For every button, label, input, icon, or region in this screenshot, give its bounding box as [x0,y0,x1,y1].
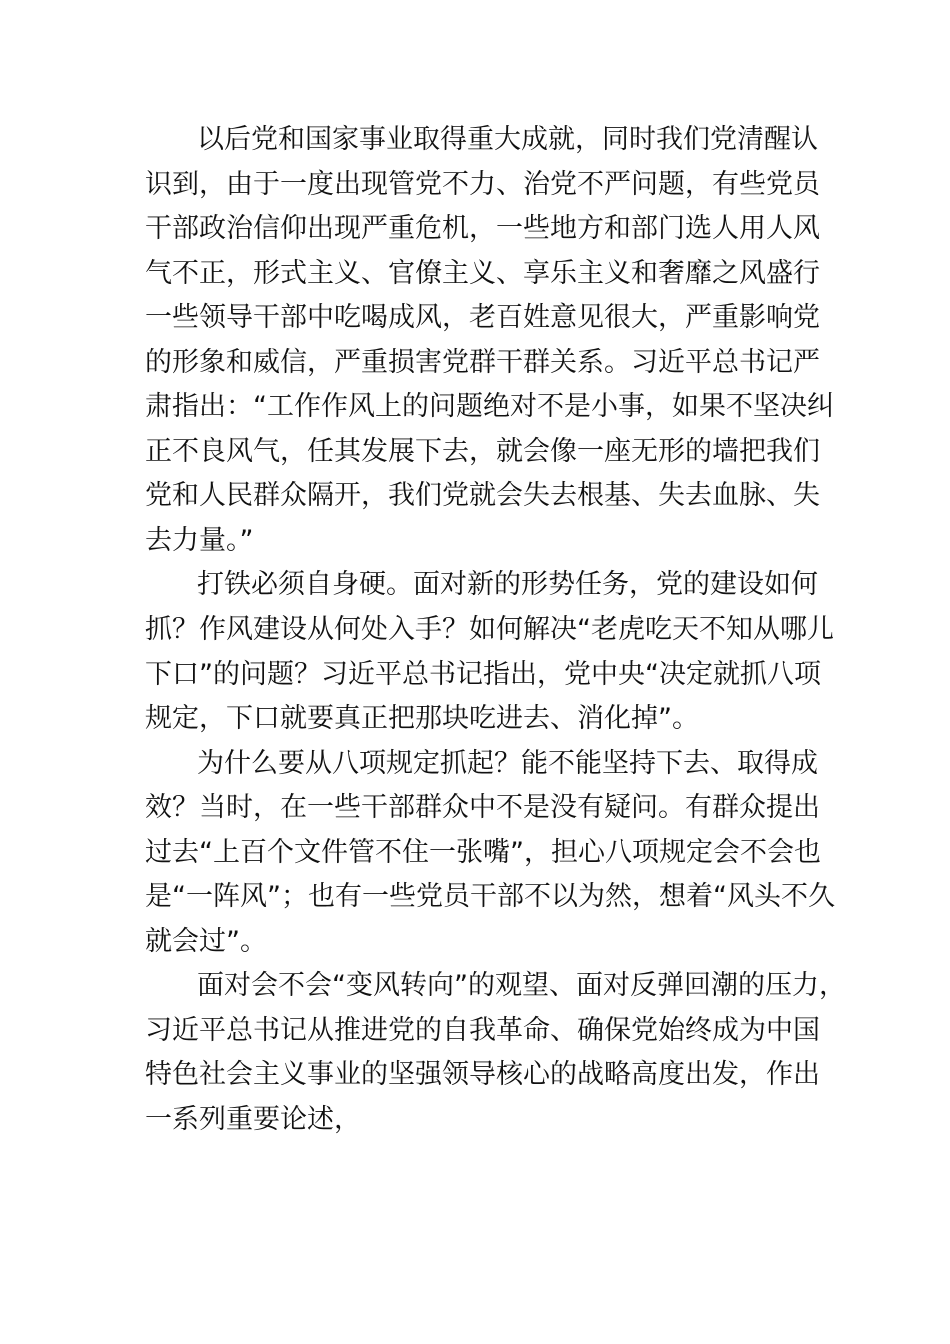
paragraph [145,964,846,1142]
text-line: 特色社会主义事业的坚强领导核心的战略高度出发，作出 [145,1059,820,1091]
paragraph [145,118,834,563]
paragraph [145,742,835,965]
text-line: 下口”的问题？习近平总书记指出，党中央“决定就抓八项 [145,658,821,690]
text-line: 干部政治信仰出现严重危机，一些地方和部门选人用人风 [145,213,820,245]
text-line: 识到，由于一度出现管党不力、治党不严问题，有些党员 [145,168,820,200]
text-line: 规定，下口就要真正把那块吃进去、消化掉”。 [145,703,699,735]
text-line: 一系列重要论述， [145,1104,361,1136]
text-line: 去力量。” [145,524,254,556]
document-body [145,118,846,1143]
text-line: 一些领导干部中吃喝成风，老百姓意见很大，严重影响党 [145,302,820,334]
text-line: 正不良风气，任其发展下去，就会像一座无形的墙把我们 [145,435,820,467]
text-line: 习近平总书记从推进党的自我革命、确保党始终成为中国 [145,1014,820,1046]
text-line: 抓？作风建设从何处入手？如何解决“老虎吃天不知从哪儿 [145,614,834,646]
text-line: 就会过”。 [145,925,267,957]
text-line: 效？当时，在一些干部群众中不是没有疑问。有群众提出 [145,792,820,824]
paragraph [145,563,834,741]
text-line: 打铁必须自身硬。面对新的形势任务，党的建设如何 [197,569,818,601]
text-line: 面对会不会“变风转向”的观望、面对反弹回潮的压力， [197,970,846,1002]
text-line: 是“一阵风”；也有一些党员干部不以为然，想着“风头不久 [145,881,835,913]
text-line: 过去“上百个文件管不住一张嘴”，担心八项规定会不会也 [145,836,821,868]
text-line: 党和人民群众隔开，我们党就会失去根基、失去血脉、失 [145,480,820,512]
text-line: 肃指出：“工作作风上的问题绝对不是小事，如果不坚决纠 [145,391,834,423]
text-line: 为什么要从八项规定抓起？能不能坚持下去、取得成 [197,747,818,779]
text-line: 的形象和威信，严重损害党群干群关系。习近平总书记严 [145,346,820,378]
text-line: 以后党和国家事业取得重大成就，同时我们党清醒认 [197,124,818,155]
text-line: 气不正，形式主义、官僚主义、享乐主义和奢靡之风盛行 [145,257,820,289]
